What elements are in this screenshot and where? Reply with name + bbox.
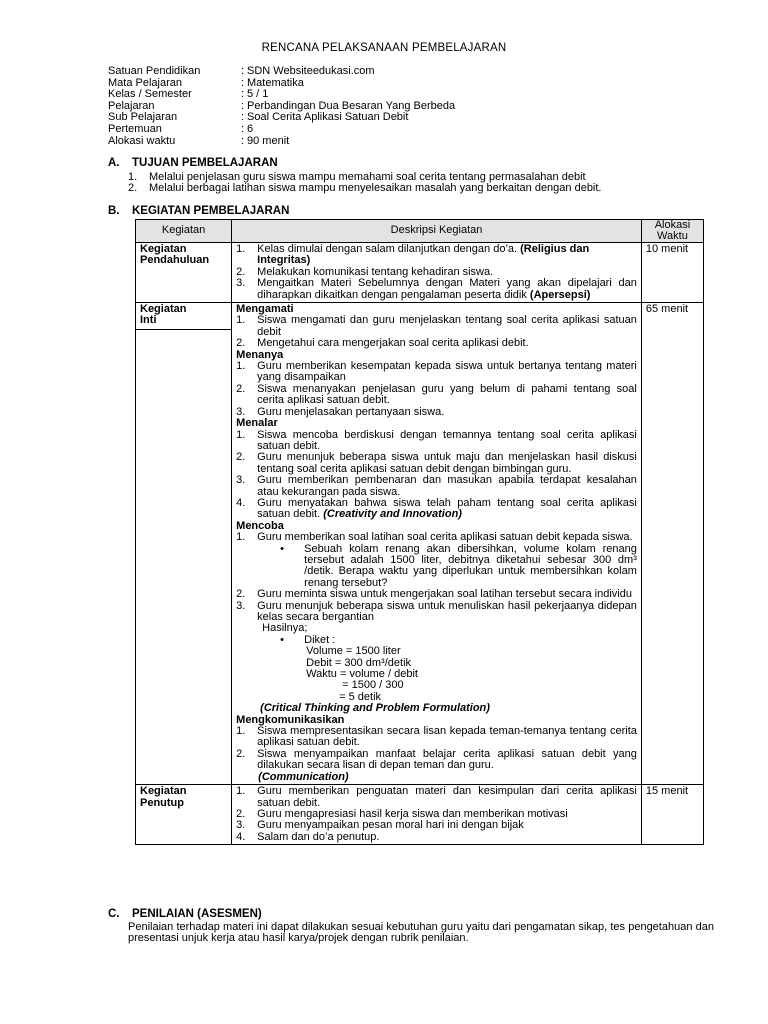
item-text: Melakukan komunikasi tentang kehadiran siswa.	[257, 265, 494, 278]
list-item	[236, 475, 637, 498]
calc-line: Waktu = volume / debit	[306, 668, 418, 681]
skill-tag: (Creativity and Innovation)	[323, 508, 462, 521]
kegiatan-label: Kegiatan	[140, 243, 187, 255]
info-label: Sub Pelajaran	[108, 111, 178, 124]
item-text: Siswa mengamati dan guru menjelaskan tentang soal cerita aplikasi satuan debit	[257, 314, 637, 338]
kegiatan-label: Pendahuluan	[140, 254, 210, 267]
calc-line: = 5 detik	[339, 690, 382, 703]
list-item	[236, 601, 637, 624]
cell-deskripsi	[232, 785, 642, 845]
diket-label: Diket :	[304, 633, 336, 646]
item-text: Siswa mencoba berdiskusi dengan temannya tentang soal cerita aplikasi satuan debit.	[257, 428, 637, 452]
item-number: 2.	[236, 337, 246, 350]
result-label: Hasilnya;	[262, 622, 308, 635]
cell-deskripsi	[232, 243, 642, 303]
activities-table	[135, 219, 704, 845]
list-item	[236, 452, 637, 475]
item-text: Guru menjelasakan pertanyaan siswa.	[257, 405, 445, 418]
item-number: 3.	[236, 405, 246, 418]
info-value: Matematika	[247, 76, 304, 89]
section-title: PENILAIAN (ASESMEN)	[132, 908, 262, 920]
list-item	[236, 498, 637, 521]
info-block	[108, 66, 455, 147]
list-item	[236, 361, 637, 384]
item-number: 1.	[236, 428, 246, 441]
list-item	[236, 726, 637, 749]
info-label: Mata Pelajaran	[108, 76, 182, 89]
item-number: 3.	[236, 819, 246, 832]
calc-line: Debit = 300 dm³/detik	[306, 656, 412, 669]
item-text: Siswa mempresentasikan secara lisan kepada teman-temanya tentang cerita aplikasi satuan debit.	[257, 725, 637, 749]
kegiatan-label: Kegiatan	[140, 303, 187, 316]
item-number: 2.	[236, 747, 246, 760]
item-number: 2.	[236, 807, 246, 820]
info-separator: :	[241, 76, 245, 89]
list-item	[236, 407, 637, 418]
info-row	[108, 66, 455, 78]
item-text: Guru memberikan penguatan materi dan kesimpulan dari cerita aplikasi satuan debit.	[257, 785, 637, 809]
info-row	[108, 124, 455, 136]
item-number: 2.	[128, 182, 138, 195]
item-number: 4.	[236, 496, 246, 509]
info-row	[108, 136, 455, 148]
info-label: Kelas / Semester	[108, 88, 192, 101]
cell-deskripsi	[232, 303, 642, 785]
table-row-inti	[136, 303, 704, 785]
item-number: 4.	[236, 830, 246, 843]
header-kegiatan: Kegiatan	[136, 220, 232, 243]
phase-heading: Menanya	[236, 348, 284, 361]
cell-kegiatan	[136, 303, 232, 785]
list-item	[236, 832, 637, 843]
character-tag: (Apersepsi)	[529, 288, 591, 301]
info-value: SDN Websiteedukasi.com	[247, 65, 375, 77]
item-text: Mengetahui cara mengerjakan soal cerita aplikasi debit.	[257, 337, 529, 350]
cell-waktu: 65 menit	[641, 303, 703, 785]
calc-line: = 1500 / 300	[342, 679, 404, 692]
section-letter: B.	[108, 205, 120, 217]
item-text: Mengaitkan Materi Sebelumnya dengan Materi yang akan dipelajari dan diharapkan dikaitkan dengan pengalaman peserta didik	[257, 277, 637, 301]
item-text: Guru mengapresiasi hasil kerja siswa dan memberikan motivasi	[257, 807, 568, 820]
table-row-penutup	[136, 785, 704, 845]
list-item	[236, 820, 637, 831]
kegiatan-label: Penutup	[140, 796, 184, 809]
list-item	[236, 532, 637, 543]
bullet-icon: •	[280, 633, 285, 646]
info-separator: :	[241, 65, 245, 77]
item-number: 3.	[236, 474, 246, 487]
header-alokasi	[641, 220, 703, 243]
list-item	[236, 786, 637, 809]
item-text: Melalui penjelasan guru siswa mampu memahami soal cerita tentang permasalahan debit	[149, 171, 586, 183]
kegiatan-label: Kegiatan	[140, 785, 187, 798]
item-number: 3.	[236, 599, 246, 612]
section-title: KEGIATAN PEMBELAJARAN	[132, 205, 290, 217]
list-item	[236, 384, 637, 407]
list-item	[236, 749, 637, 772]
list-item	[236, 589, 637, 600]
item-text: Salam dan do’a penutup.	[257, 830, 380, 843]
character-tag: (Religius dan Integritas)	[257, 243, 590, 267]
info-value: 5 / 1	[247, 88, 269, 101]
item-number: 1.	[236, 243, 246, 255]
cell-waktu: 10 menit	[641, 243, 703, 303]
kegiatan-label: Inti	[140, 314, 157, 327]
list-item	[236, 315, 637, 338]
item-number: 2.	[236, 451, 246, 464]
problem-bullet	[236, 544, 637, 590]
kegiatan-label-box	[136, 303, 231, 330]
section-letter: A.	[108, 157, 120, 169]
item-number: 1.	[236, 531, 246, 544]
section-c-heading	[108, 909, 262, 920]
item-number: 1.	[128, 171, 138, 183]
list-item	[128, 183, 688, 194]
item-number: 1.	[236, 725, 246, 738]
item-number: 3.	[236, 277, 246, 290]
item-number: 2.	[236, 382, 246, 395]
item-number: 1.	[236, 785, 246, 798]
cell-kegiatan	[136, 785, 232, 845]
item-text: Guru menyampaikan pesan moral hari ini dengan bijak	[257, 819, 524, 832]
table-row-pendahuluan	[136, 243, 704, 303]
item-number: 2.	[236, 265, 246, 278]
section-title: TUJUAN PEMBELAJARAN	[132, 157, 278, 169]
item-text: Guru menunjuk beberapa siswa untuk maju dan menjelaskan hasil diskusi tentang soal cerita aplikasi satuan debit dengan bimbingan guru.	[257, 451, 637, 475]
item-text: Guru memberikan kesempatan kepada siswa untuk bertanya tentang materi yang disampaikan	[257, 360, 637, 384]
info-separator: :	[241, 88, 245, 101]
item-text: Siswa menanyakan penjelasan guru yang belum di pahami tentang soal cerita aplikasi satuan debit.	[257, 382, 637, 407]
problem-text: Sebuah kolam renang akan dibersihkan, volume kolam renang tersebut adalah 1500 liter, debitnya diketahui sebesar 300 dm³ /detik. Berapa waktu yang diperlukan untuk membersihkan kolam renang tersebut?	[304, 542, 637, 589]
item-text: Melalui berbagai latihan siswa mampu menyelesaikan masalah yang berkaitan dengan debit.	[149, 182, 602, 195]
item-text: Guru menunjuk beberapa siswa untuk menuliskan hasil pekerjaanya didepan kelas secara bergantian	[257, 599, 637, 623]
skill-tag: (Communication)	[258, 770, 349, 783]
info-label: Alokasi waktu	[108, 134, 176, 147]
cell-waktu: 15 menit	[641, 785, 703, 845]
item-text: Guru menyatakan bahwa siswa telah paham tentang soal cerita aplikasi satuan debit.	[257, 496, 637, 521]
info-separator: :	[241, 99, 245, 112]
info-value: Perbandingan Dua Besaran Yang Berbeda	[247, 99, 456, 112]
section-a-heading	[108, 158, 278, 169]
item-number: 1.	[236, 314, 246, 327]
document-title: RENCANA PELAKSANAAN PEMBELAJARAN	[261, 42, 507, 54]
item-text: Kelas dimulai dengan salam dilanjutkan dengan do’a.	[257, 243, 518, 255]
info-value: Soal Cerita Aplikasi Satuan Debit	[247, 111, 409, 124]
phase-heading: Mengkomunikasikan	[236, 713, 345, 726]
cell-kegiatan	[136, 243, 232, 303]
item-text: Guru memberikan soal latihan soal cerita aplikasi satuan debit kepada siswa.	[257, 531, 633, 544]
phase-heading: Mengamati	[236, 303, 294, 316]
result-bullet	[236, 635, 637, 646]
goals-list	[128, 172, 688, 195]
phase-heading: Mencoba	[236, 519, 284, 532]
item-text: Guru meminta siswa untuk mengerjakan soal latihan tersebut secara individu	[257, 588, 632, 601]
info-label: Pelajaran	[108, 99, 155, 112]
header-alokasi-line: Alokasi	[654, 219, 691, 231]
section-letter: C.	[108, 908, 120, 920]
info-separator: :	[241, 134, 245, 147]
table-header-row	[136, 220, 704, 243]
header-alokasi-line: Waktu	[657, 230, 688, 242]
info-label: Satuan Pendidikan	[108, 65, 201, 77]
section-b-heading	[108, 206, 289, 217]
info-separator: :	[241, 122, 245, 135]
bullet-icon: •	[280, 542, 285, 555]
info-label: Pertemuan	[108, 122, 162, 135]
list-item	[236, 338, 637, 349]
item-text: Guru memberikan pembenaran dan masukan apabila terdapat kesalahan atau kekurangan pada siswa.	[257, 474, 637, 498]
phase-heading: Menalar	[236, 417, 278, 430]
list-item	[236, 278, 637, 301]
info-separator: :	[241, 111, 245, 124]
info-value: 6	[247, 122, 254, 135]
skill-tag: (Critical Thinking and Problem Formulation)	[260, 702, 490, 715]
calc-line: Volume = 1500 liter	[306, 645, 401, 658]
assessment-text: Penilaian terhadap materi ini dapat dilakukan sesuai kebutuhan guru yaitu dari pengamatan sikap, tes pengetahuan dan presentasi unjuk kerja atau hasil karya/projek dengan rubrik penilaian.	[128, 921, 714, 945]
header-deskripsi: Deskripsi Kegiatan	[232, 220, 642, 243]
item-number: 2.	[236, 588, 246, 601]
item-text: Siswa menyampaikan manfaat belajar cerita aplikasi satuan debit yang dilakukan secara lisan di depan teman dan guru.	[257, 747, 637, 772]
info-value: 90 menit	[247, 134, 290, 147]
list-item	[236, 430, 637, 453]
item-number: 1.	[236, 360, 246, 373]
list-item	[236, 244, 637, 267]
